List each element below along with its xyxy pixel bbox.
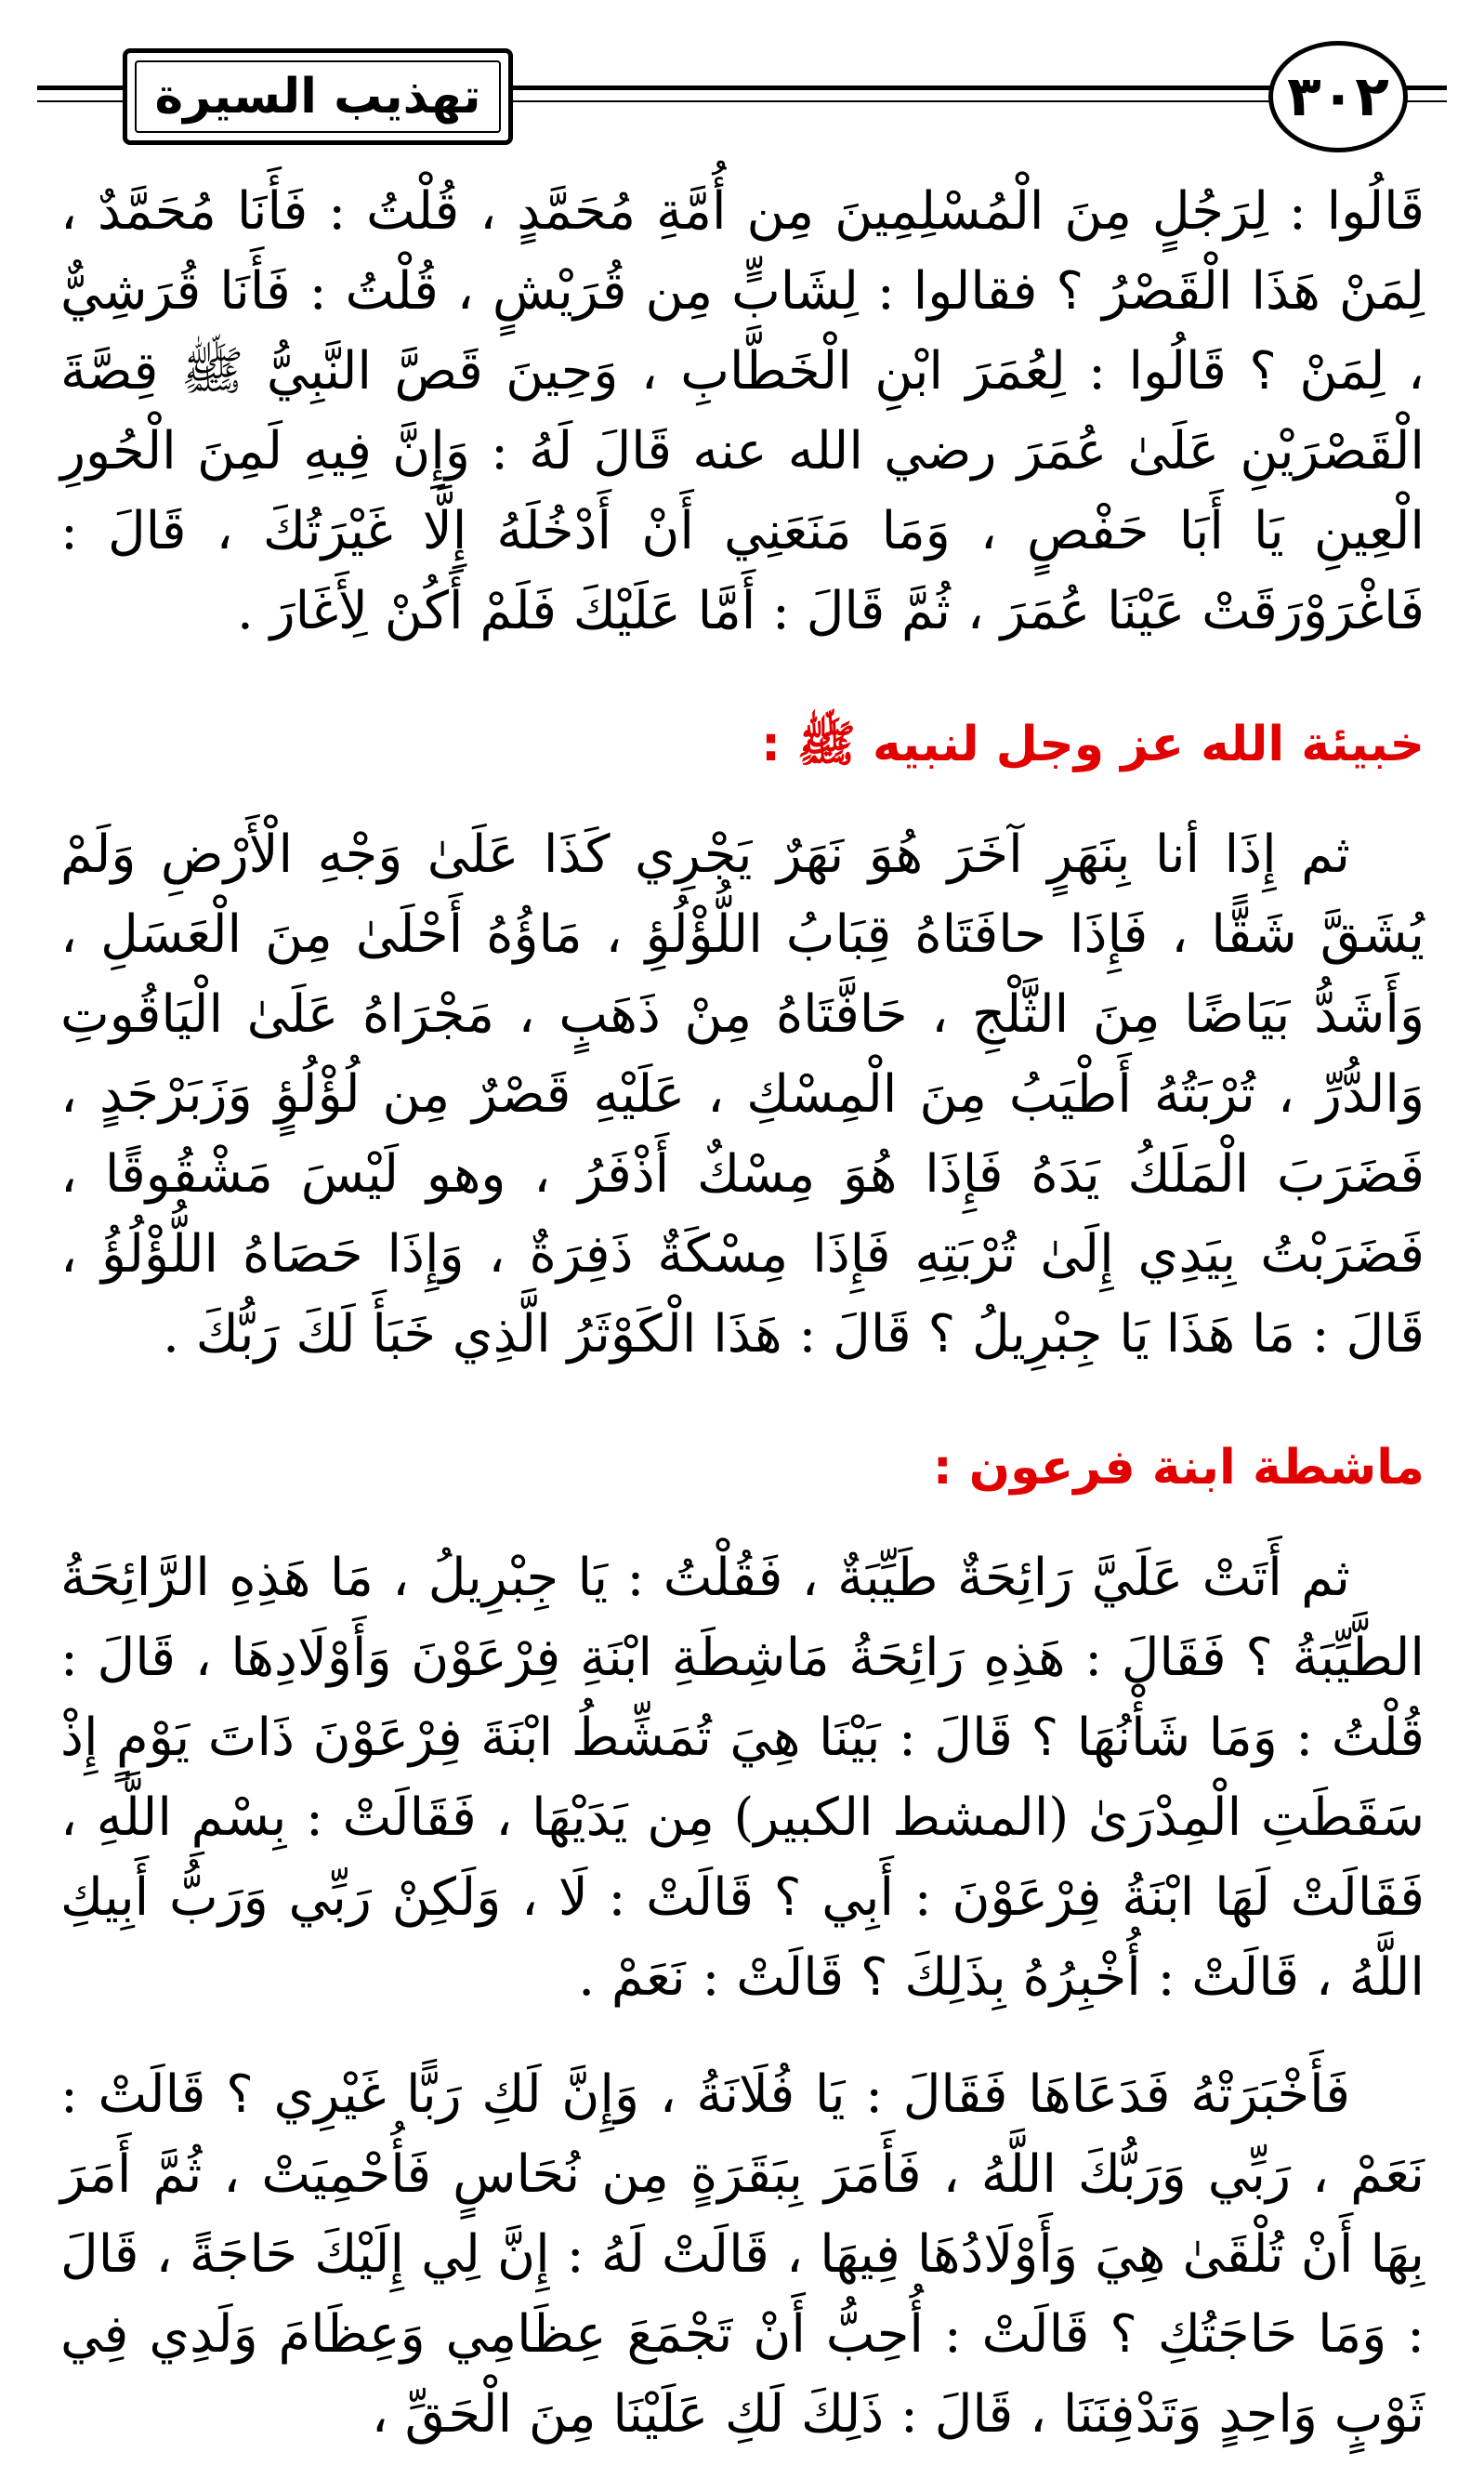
paragraph-2: ثم إِذَا أنا بِنَهَرٍ آخَرَ هُوَ نَهَرٌ يَجْرِي كَذَا عَلَىٰ وَجْهِ الْأَرْضِ وَلَمْ يُشَقَّ شَقًّا ، فَإِذَا حافَتَاهُ قِبَابُ اللُّؤْلُؤِ ، مَاؤُهُ أَحْلَىٰ مِنَ الْعَسَلِ ، وَأَشَدُّ بَيَاضًا مِنَ الثَّلْجِ ، حَافَّتَاهُ مِنْ ذَهَبٍ ، مَجْرَاهُ عَلَىٰ الْيَاقُوتِ وَالدُّرِّ ، تُرْبَتُهُ أَطْيَبُ مِنَ الْمِسْكِ ، عَلَيْهِ قَصْرٌ مِن لُؤْلُؤٍ وَزَبَرْجَدٍ ، فَضَرَبَ الْمَلَكُ يَدَهُ فَإِذَا هُوَ مِسْكٌ أَذْفَرُ ، وهو لَيْسَ مَشْقُوقًا ، فَضَرَبْتُ بِيَدِي إِلَىٰ تُرْبَتِهِ فَإِذَا مِسْكَةٌ ذَفِرَةٌ ، وَإِذَا حَصَاهُ اللُّؤْلُؤُ ، قَالَ : مَا هَذَا يَا جِبْرِيلُ ؟ قَالَ : هَذَا الْكَوْثَرُ الَّذِي خَبَأَ لَكَ رَبُّكَ . bbox=[60, 824, 1425, 1365]
paragraph-1: قَالُوا : لِرَجُلٍ مِنَ الْمُسْلِمِينَ مِن أُمَّةِ مُحَمَّدٍ ، قُلْتُ : فَأَنَا مُحَمَّدٌ ، لِمَنْ هَذَا الْقَصْرُ ؟ فقالوا : لِشَابٍّ مِن قُرَيْشٍ ، قُلْتُ : فَأَنَا قُرَشِيٌّ ، لِمَنْ ؟ قَالُوا : لِعُمَرَ ابْنِ الْخَطَّابِ ، وَحِينَ قَصَّ النَّبِيُّ ﷺ قِصَّةَ الْقَصْرَيْنِ عَلَىٰ عُمَرَ رضي الله عنه قَالَ لَهُ : وَإِنَّ فِيهِ لَمِنَ الْحُورِ الْعِينِ يَا أَبَا حَفْصٍ ، وَمَا مَنَعَنِي أَنْ أَدْخُلَهُ إِلَّا غَيْرَتُكَ ، قَالَ : فَاغْرَوْرَقَتْ عَيْنَا عُمَرَ ، ثُمَّ قَالَ : أَمَّا عَلَيْكَ فَلَمْ أَكُنْ لِأَغَارَ . bbox=[60, 181, 1425, 641]
paragraph-4: فَأَخْبَرَتْهُ فَدَعَاهَا فَقَالَ : يَا فُلَانَةُ ، وَإِنَّ لَكِ رَبًّا غَيْرِي ؟ قَالَتْ : نَعَمْ ، رَبِّي وَرَبُّكَ اللَّهُ ، فَأَمَرَ بِبَقَرَةٍ مِن نُحَاسٍ فَأُحْمِيَتْ ، ثُمَّ أَمَرَ بِهَا أَنْ تُلْقَىٰ هِيَ وَأَوْلَادُهَا فِيهَا ، قَالَتْ لَهُ : إِنَّ لِي إِلَيْكَ حَاجَةً ، قَالَ : وَمَا حَاجَتُكِ ؟ قَالَتْ : أُحِبُّ أَنْ تَجْمَعَ عِظَامِي وَعِظَامَ وَلَدِي فِي ثَوْبٍ وَاحِدٍ وَتَدْفِنَنَا ، قَالَ : ذَلِكَ لَكِ عَلَيْنَا مِنَ الْحَقِّ ، bbox=[60, 2064, 1425, 2445]
book-title-cartouche bbox=[123, 48, 513, 145]
page-number: ٣٠٢ bbox=[1287, 64, 1389, 129]
section-heading-kawthar: خبيئة الله عز وجل لنبيه ﷺ : bbox=[761, 717, 1425, 772]
heading-mashita-wrap bbox=[60, 1412, 1425, 1538]
page-header bbox=[37, 37, 1447, 186]
page-number-badge bbox=[1268, 41, 1408, 152]
book-title: تهذيب السيرة bbox=[154, 69, 481, 125]
page-body bbox=[60, 172, 1425, 2492]
section-heading-mashita: ماشطة ابنة فرعون : bbox=[932, 1440, 1425, 1496]
heading-kawthar-wrap bbox=[60, 689, 1425, 815]
paragraph-3: ثم أَتَتْ عَلَيَّ رَائِحَةٌ طَيِّبَةٌ ، فَقُلْتُ : يَا جِبْرِيلُ ، مَا هَذِهِ الرَّائِحَةُ الطَّيِّبَةُ ؟ فَقَالَ : هَذِهِ رَائِحَةُ مَاشِطَةِ ابْنَةِ فِرْعَوْنَ وَأَوْلَادِهَا ، قَالَ : قُلْتُ : وَمَا شَأْنُهَا ؟ قَالَ : بَيْنَا هِيَ تُمَشِّطُ ابْنَةَ فِرْعَوْنَ ذَاتَ يَوْمٍ إِذْ سَقَطَتِ الْمِدْرَىٰ (المشط الكبير) مِن يَدَيْهَا ، فَقَالَتْ : بِسْمِ اللَّهِ ، فَقَالَتْ لَهَا ابْنَةُ فِرْعَوْنَ : أَبِي ؟ قَالَتْ : لَا ، وَلَكِنْ رَبِّي وَرَبُّ أَبِيكِ اللَّهُ ، قَالَتْ : أُخْبِرُهُ بِذَلِكَ ؟ قَالَتْ : نَعَمْ . bbox=[60, 1548, 1425, 2008]
